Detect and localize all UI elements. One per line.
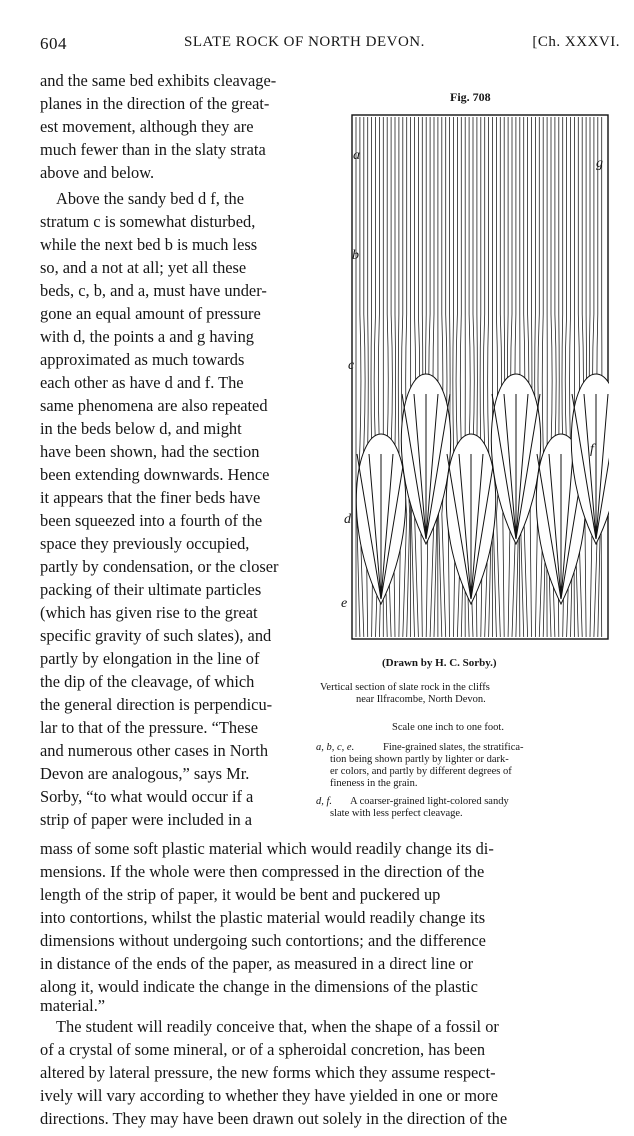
text-line: space they previously occupied,	[40, 534, 250, 553]
text-line: approximated as much towards	[40, 350, 245, 369]
text-line: the dip of the cleavage, of which	[40, 672, 255, 691]
letter-b: b	[352, 248, 359, 263]
letter-c: c	[348, 358, 355, 373]
figure-number: Fig. 708	[450, 90, 491, 104]
legend-key: d, f.	[316, 796, 333, 807]
text-line: Devon are analogous,” says Mr.	[40, 764, 250, 783]
page-number: 604	[40, 34, 67, 53]
letter-d: d	[344, 512, 351, 527]
text-line: lar to that of the pressure. “These	[40, 718, 259, 737]
text-line: in distance of the ends of the paper, as measured in a direct line or	[40, 954, 474, 973]
text-line: along it, would indicate the change in the dimensions of the plastic	[40, 977, 478, 996]
text-line: been squeezed into a fourth of the	[40, 511, 263, 530]
text-line: been extending downwards. Hence	[40, 465, 270, 484]
legend-line: A coarser-grained light-colored sandy	[350, 796, 509, 807]
chapter-label: [Ch. XXXVI.	[532, 34, 620, 50]
text-line: Sorby, “to what would occur if a	[40, 787, 254, 806]
legend-line: Fine-grained slates, the stratifica-	[383, 742, 524, 753]
caption-line: Vertical section of slate rock in the cliffs	[320, 682, 490, 693]
text-line: The student will readily conceive that, when the shape of a fossil or	[56, 1017, 499, 1036]
text-line: of a crystal of some mineral, or of a spheroidal concretion, has been	[40, 1040, 486, 1059]
text-line: same phenomena are also repeated	[40, 396, 268, 415]
text-line: (which has given rise to the great	[40, 603, 258, 622]
figure-scale: Scale one inch to one foot.	[392, 722, 504, 733]
text-line: mensions. If the whole were then compressed in the direction of the	[40, 862, 485, 881]
text-line: above and below.	[40, 163, 155, 182]
text-line: dimensions without undergoing such contortions; and the difference	[40, 931, 486, 950]
text-line: and the same bed exhibits cleavage-	[40, 71, 277, 90]
text-line: gone an equal amount of pressure	[40, 304, 261, 323]
text-line: planes in the direction of the great-	[40, 94, 270, 113]
text-line: Above the sandy bed d f, the	[56, 189, 244, 208]
figure-credit: (Drawn by H. C. Sorby.)	[382, 657, 497, 669]
text-line: it appears that the finer beds have	[40, 488, 261, 507]
running-title: SLATE ROCK OF NORTH DEVON.	[184, 34, 425, 50]
cleavage-figure	[351, 114, 609, 640]
text-line: each other as have d and f. The	[40, 373, 244, 392]
text-line: packing of their ultimate particles	[40, 580, 262, 599]
letter-f: f	[590, 442, 594, 457]
text-line: in the beds below d, and might	[40, 419, 242, 438]
legend-line: fineness in the grain.	[330, 778, 418, 789]
text-line: so, and a not at all; yet all these	[40, 258, 247, 277]
text-line: altered by lateral pressure, the new forms which they assume respect-	[40, 1063, 496, 1082]
text-line: mass of some soft plastic material which would readily change its di-	[40, 839, 494, 858]
text-line: beds, c, b, and a, must have under-	[40, 281, 267, 300]
legend-key: a, b, c, e.	[316, 742, 355, 753]
text-line: specific gravity of such slates), and	[40, 626, 272, 645]
text-line: stratum c is somewhat disturbed,	[40, 212, 256, 231]
text-line: much fewer than in the slaty strata	[40, 140, 266, 159]
text-line: material.”	[40, 996, 106, 1015]
text-line: with d, the points a and g having	[40, 327, 254, 346]
text-line: strip of paper were included in a	[40, 810, 253, 829]
text-line: into contortions, whilst the plastic material would readily change its	[40, 908, 486, 927]
text-line: ively will vary according to whether they have yielded in one or more	[40, 1086, 498, 1105]
letter-e: e	[341, 596, 348, 611]
legend-line: er colors, and partly by different degrees of	[330, 766, 512, 777]
legend-line: slate with less perfect cleavage.	[330, 808, 463, 819]
running-header	[36, 34, 626, 58]
caption-line: near Ilfracombe, North Devon.	[356, 694, 486, 705]
text-line: and numerous other cases in North	[40, 741, 269, 760]
text-line: length of the strip of paper, it would be bent and puckered up	[40, 885, 441, 904]
letter-g: g	[596, 156, 603, 171]
text-line: est movement, although they are	[40, 117, 254, 136]
text-line: the general direction is perpendicu-	[40, 695, 273, 714]
letter-a: a	[353, 148, 360, 163]
text-line: have been shown, had the section	[40, 442, 260, 461]
text-line: partly by condensation, or the closer	[40, 557, 279, 576]
legend-line: tion being shown partly by lighter or dark-	[330, 754, 509, 765]
text-line: directions. They may have been drawn out solely in the direction of the	[40, 1109, 508, 1128]
text-line: while the next bed b is much less	[40, 235, 258, 254]
text-line: partly by elongation in the line of	[40, 649, 260, 668]
